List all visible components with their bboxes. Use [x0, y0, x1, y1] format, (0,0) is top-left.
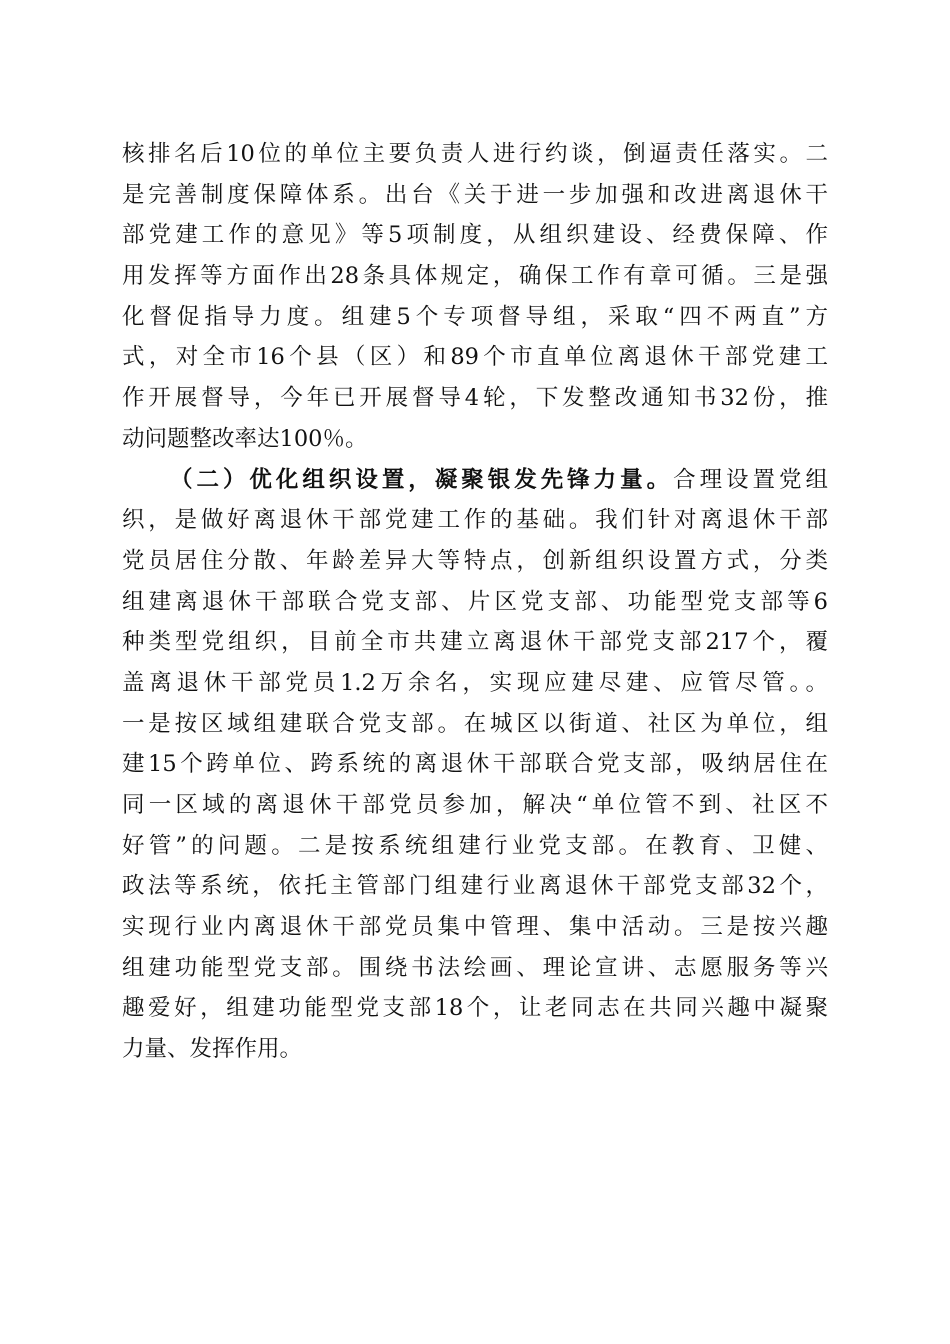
text-line: 实现行业内离退休干部党员集中管理、集中活动。三是按兴趣: [122, 914, 828, 941]
text-line: 是完善制度保障体系。出台《关于进一步加强和改进离退休干: [122, 181, 828, 208]
text-line: 好管”的问题。二是按系统组建行业党支部。在教育、卫健、: [122, 832, 828, 859]
text-line: 部党建工作的意见》等5项制度，从组织建设、经费保障、作: [122, 222, 828, 249]
text-line: 核排名后10位的单位主要负责人进行约谈，倒逼责任落实。二: [122, 141, 828, 167]
text-line: 用发挥等方面作出28条具体规定，确保工作有章可循。三是强: [122, 263, 828, 290]
text-line: 一是按区域组建联合党支部。在城区以街道、社区为单位，组: [122, 710, 828, 737]
text-line: 式，对全市16个县（区）和89个市直单位离退休干部党建工: [122, 344, 828, 371]
text-line: 政法等系统，依托主管部门组建行业离退休干部党支部32个，: [122, 873, 828, 900]
text-line: 力量、发挥作用。: [122, 1036, 303, 1063]
text-line: 织，是做好离退休干部党建工作的基础。我们针对离退休干部: [122, 507, 828, 534]
text-line: 种类型党组织，目前全市共建立离退休干部党支部217个，覆: [122, 629, 828, 656]
text-line: 党员居住分散、年龄差异大等特点，创新组织设置方式，分类: [122, 547, 828, 574]
text-line: 组建功能型党支部。围绕书法绘画、理论宣讲、志愿服务等兴: [122, 954, 828, 981]
text-line: 化督促指导力度。组建5个专项督导组，采取“四不两直”方: [122, 303, 828, 330]
text-line: 动问题整改率达100％。: [122, 425, 368, 452]
text-line: 同一区域的离退休干部党员参加，解决“单位管不到、社区不: [122, 792, 828, 818]
text-span: 合理设置党组: [673, 466, 828, 493]
text-line: 建15个跨单位、跨系统的离退休干部联合党支部，吸纳居住在: [122, 751, 828, 778]
text-line: 盖离退休干部党员1.2万余名，实现应建尽建、应管尽管。。: [122, 669, 828, 696]
section-heading: （二）优化组织设置，凝聚银发先锋力量。: [170, 466, 674, 493]
text-line: 作开展督导，今年已开展督导4轮，下发整改通知书32份，推: [122, 385, 828, 412]
paragraph-first-line: [122, 460, 828, 501]
text-line: 组建离退休干部联合党支部、片区党支部、功能型党支部等6: [122, 588, 828, 615]
text-line: 趣爱好，组建功能型党支部18个，让老同志在共同兴趣中凝聚: [122, 995, 828, 1022]
body-text: [122, 134, 828, 1070]
